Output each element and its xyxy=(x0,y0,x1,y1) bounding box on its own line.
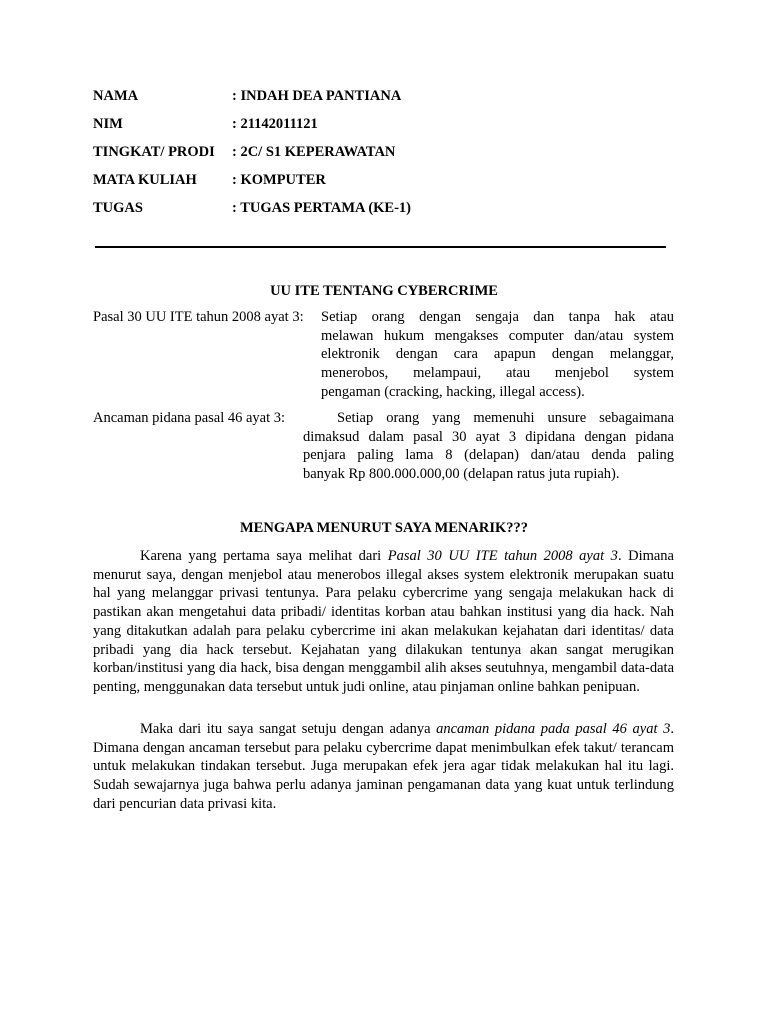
header-label: MATA KULIAH xyxy=(93,172,197,188)
pasal-30-block xyxy=(93,308,674,402)
pasal-30-first-line xyxy=(93,308,674,327)
pasal-46-line: Setiap orang yang memenuhi unsure sebagaimana xyxy=(337,410,674,426)
header-value: : KOMPUTER xyxy=(232,172,326,188)
horizontal-rule xyxy=(95,246,666,248)
section-title-uu-ite: UU ITE TENTANG CYBERCRIME xyxy=(270,283,498,299)
pasal-46-line: dimaksud dalam pasal 30 ayat 3 dipidana dengan pidana xyxy=(303,428,674,445)
pasal-46-first-line xyxy=(93,409,674,428)
pasal-30-lead: Pasal 30 UU ITE tahun 2008 ayat 3: xyxy=(93,309,304,325)
header-value: : TUGAS PERTAMA (KE-1) xyxy=(232,200,411,216)
header-label: TUGAS xyxy=(93,200,143,216)
section-title-mengapa: MENGAPA MENURUT SAYA MENARIK??? xyxy=(239,520,529,536)
header-label: NAMA xyxy=(93,88,139,104)
pasal-46-line: banyak Rp 800.000.000,00 (delapan ratus juta rupiah). xyxy=(303,466,620,483)
header-value: : 21142011121 xyxy=(232,116,318,132)
paragraph-text: Maka dari itu saya sangat setuju dengan adanya xyxy=(140,721,437,737)
paragraph-2 xyxy=(93,720,674,814)
paragraph-1 xyxy=(93,547,674,697)
pasal-46-lead: Ancaman pidana pasal 46 ayat 3: xyxy=(93,410,286,426)
header-value: : INDAH DEA PANTIANA xyxy=(232,88,402,104)
pasal-30-line: Setiap orang dengan sengaja dan tanpa hak atau xyxy=(321,309,674,325)
paragraph-italic: ancaman pidana pada pasal 46 ayat 3 xyxy=(436,721,671,737)
pasal-30-line: melawan hukum mengakses computer dan/atau system xyxy=(321,327,674,344)
pasal-30-line: menerobos, melampaui, atau menjebol system xyxy=(321,365,674,382)
paragraph-text: . Dimana dengan ancaman tersebut para pelaku cybercrime dapat menimbulkan efek takut/ terancam untuk melakukan tindakan tersebut. Juga merupakan efek jera agar tidak melakukan hal itu lagi. Sudah sewajarnya juga bahwa perlu adanya jaminan pengamanan data yang kuat untuk terlindung dari pencurian data privasi kita. xyxy=(93,721,674,812)
pasal-46-block xyxy=(93,409,674,484)
header-label: TINGKAT/ PRODI xyxy=(93,144,215,160)
pasal-30-line: elektronik dengan cara apapun dengan melanggar, xyxy=(321,346,674,363)
header-label: NIM xyxy=(93,116,123,132)
paragraph-text: . Dimana menurut saya, dengan menjebol atau menerobos illegal akses system elektronik merupakan suatu hal yang melanggar privasi tentunya. Para pelaku cybercrime yang sengaja melakukan hack di pastikan akan mengetahui data pribadi/ identitas korban atau bahkan institusi yang dia hack. Nah yang ditakutkan adalah para pelaku cybercrime ini akan melakukan kejahatan dari identitas/ data pribadi yang dia hack tersebut. Kejahatan yang dilakukan tentunya akan sangat merugikan korban/institusi yang dia hack, bisa dengan menggambil alih akses seutuhnya, mengambil data-data penting, menggunakan data tersebut untuk judi online, atau pinjaman online bahkan penipuan. xyxy=(93,548,674,695)
pasal-30-line: pengaman (cracking, hacking, illegal access). xyxy=(321,383,585,400)
pasal-46-line: penjara paling lama 8 (delapan) dan/atau denda paling xyxy=(303,447,674,464)
paragraph-italic: Pasal 30 UU ITE tahun 2008 ayat 3 xyxy=(387,548,618,564)
header-value: : 2C/ S1 KEPERAWATAN xyxy=(232,144,396,160)
paragraph-text: Karena yang pertama saya melihat dari xyxy=(140,548,388,564)
